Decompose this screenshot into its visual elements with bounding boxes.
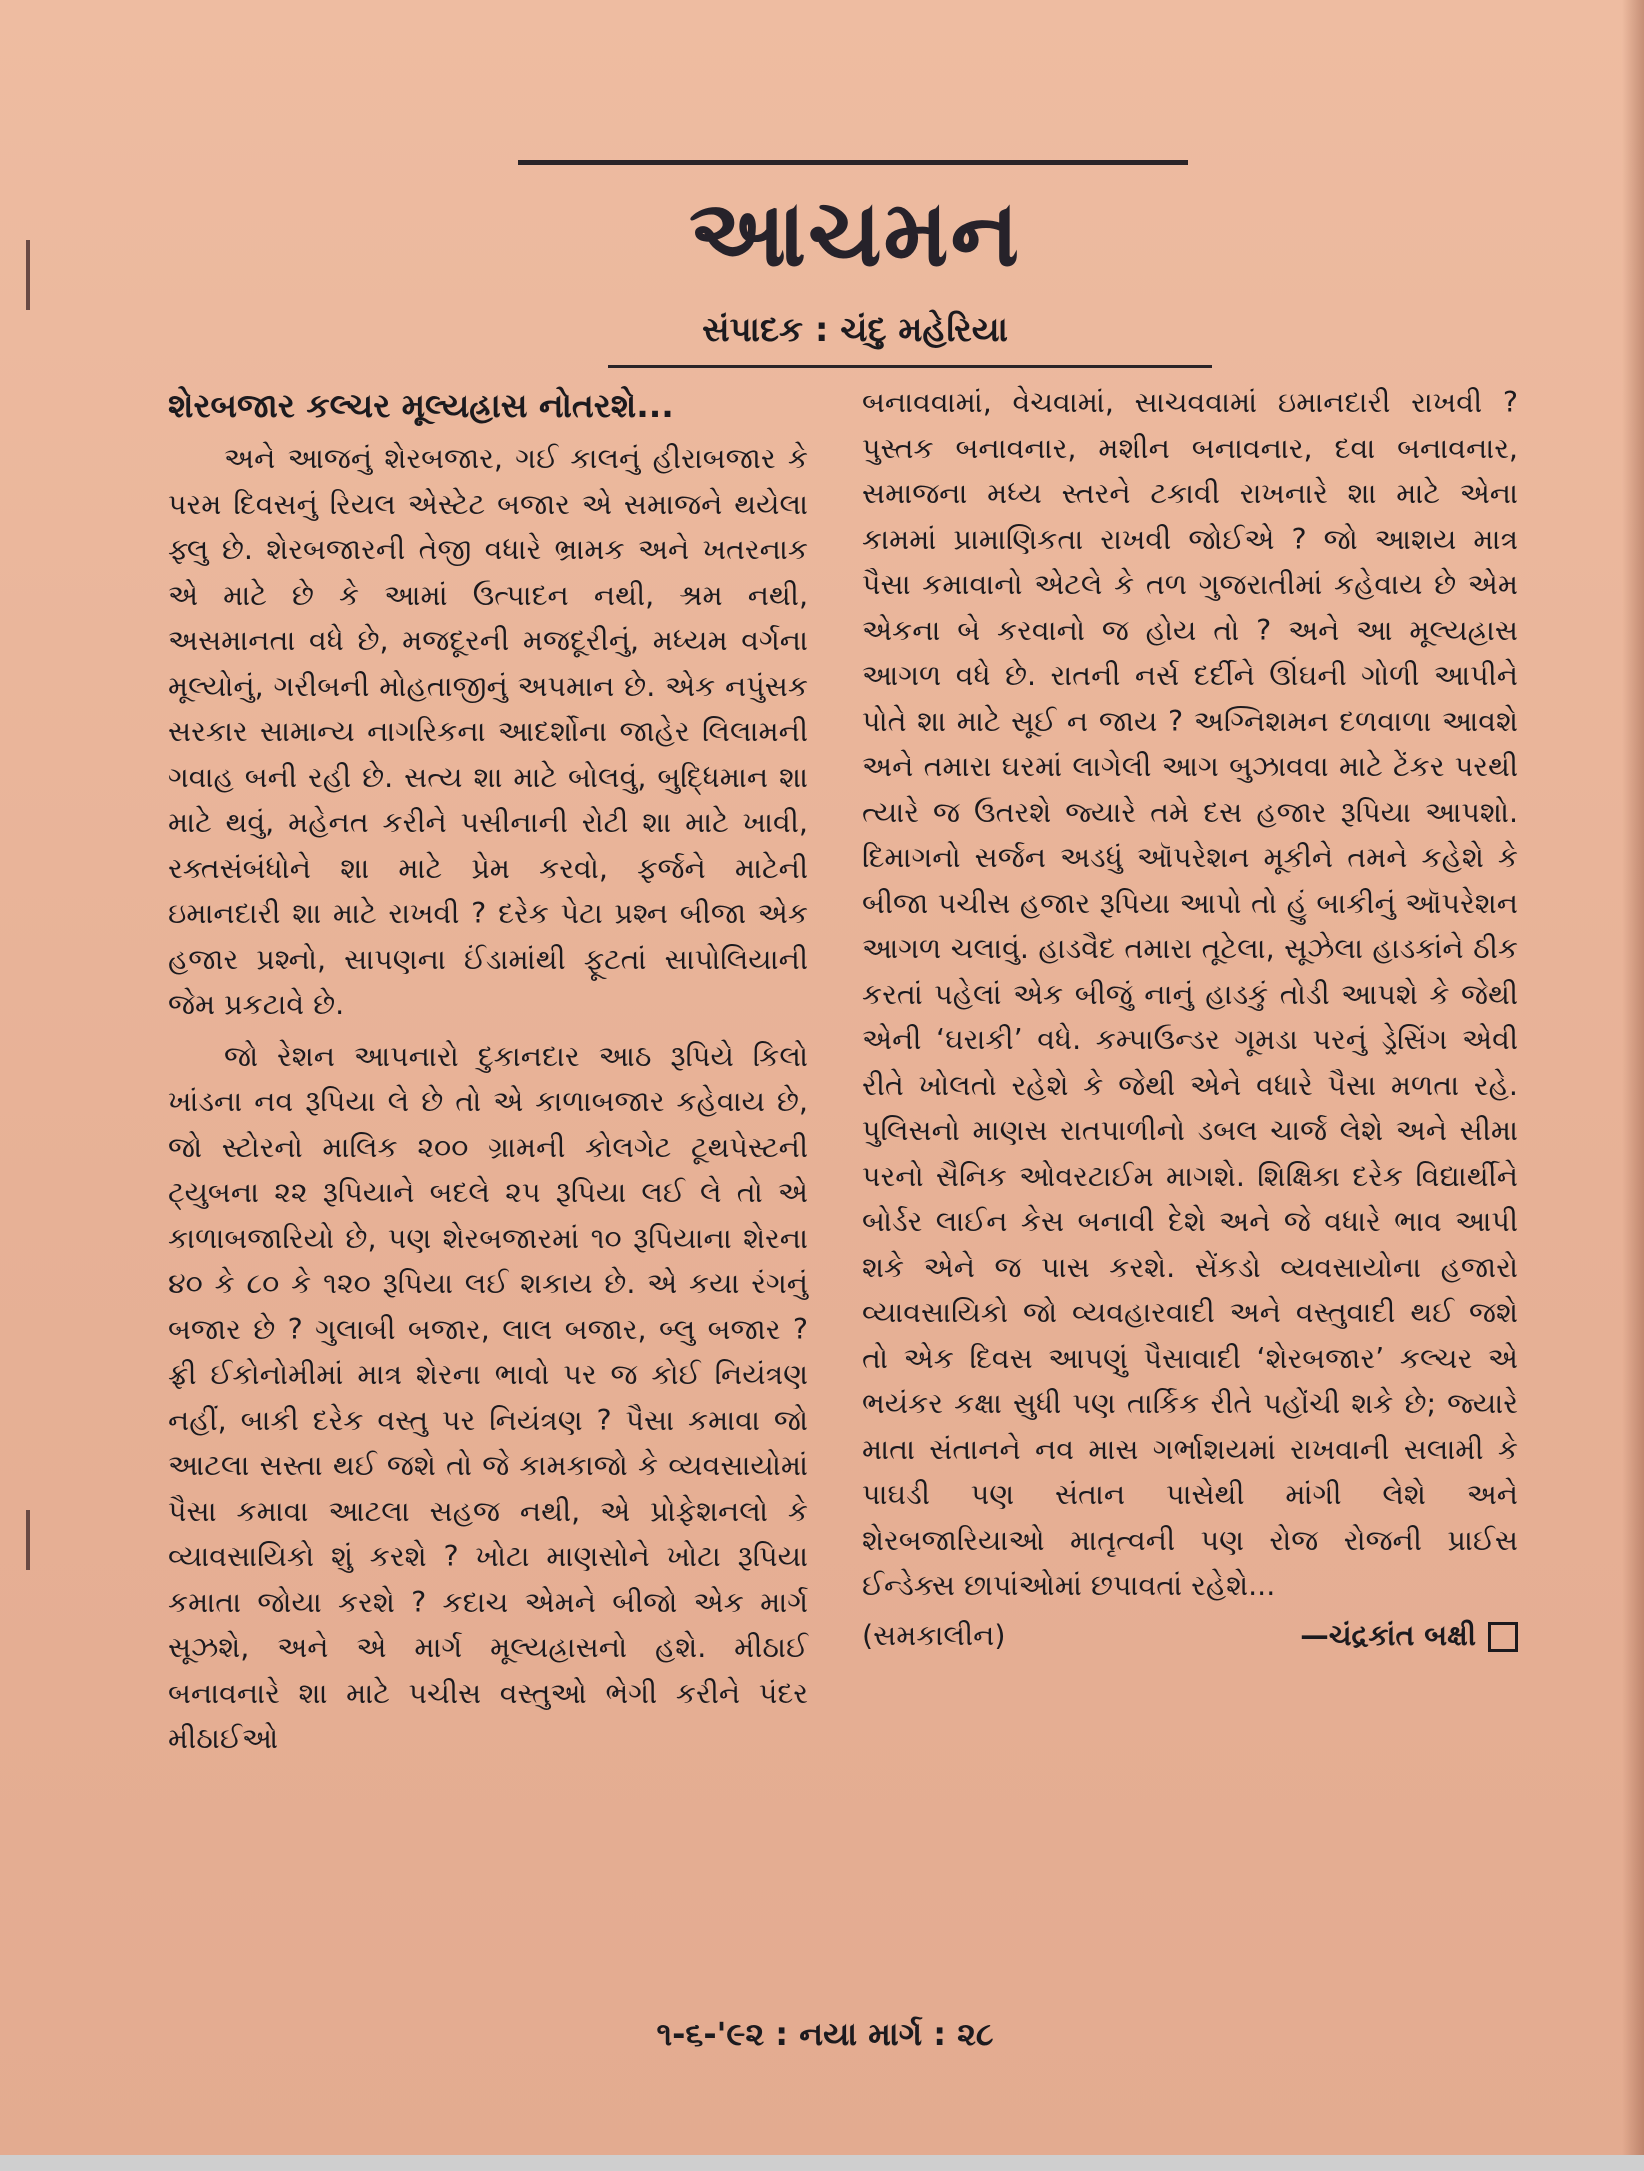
article-paragraph: જો રેશન આપનારો દુકાનદાર આઠ રૂપિયે કિલો ખાંડના નવ રૂપિયા લે છે તો એ કાળાબજાર કહેવાય છે, જો સ્ટોરનો માલિક ૨૦૦ ગ્રામની કોલગેટ ટૂથપેસ્ટની ટ્યુબના ૨૨ રૂપિયાને બદલે ૨૫ રૂપિયા લઈ લે તો એ કાળાબજારિયો છે, પણ શેરબજારમાં ૧૦ રૂપિયાના શેરના ૪૦ કે ૮૦ કે ૧૨૦ રૂપિયા લઈ શકાય છે. એ કયા રંગનું બજાર છે ? ગુલાબી બજાર, લાલ બજાર, બ્લુ બજાર ? ફ્રી ઈકોનોમીમાં માત્ર શેરના ભાવો પર જ કોઈ નિયંત્રણ નહીં, બાકી દરેક વસ્તુ પર નિયંત્રણ ? પૈસા કમાવા જો આટલા સસ્તા થઈ જશે તો જે કામકાજો કે વ્યવસાયોમાં પૈસા કમાવા આટલા સહજ નથી, એ પ્રોફેશનલો કે વ્યાવસાયિકો શું કરશે ? ખોટા માણસોને ખોટા રૂપિયા કમાતા જોયા કરશે ? કદાચ એમને બીજો એક માર્ગ સૂઝશે, અને એ માર્ગ મૂલ્યહ્રાસનો હશે. મીઠાઈ બનાવનારે શા માટે પચીસ વસ્તુઓ ભેગી કરીને પંદર મીઠાઈઓ	[168, 1039, 808, 1755]
article-paragraph: અને આજનું શેરબજાર, ગઈ કાલનું હીરાબજાર કે પરમ દિવસનું રિયલ એસ્ટેટ બજાર એ સમાજને થયેલા ફ્લુ છે. શેરબજારની તેજી વધારે ભ્રામક અને ખતરનાક એ માટે છે કે આમાં ઉત્પાદન નથી, શ્રમ નથી, અસમાનતા વધે છે, મજદૂરની મજદૂરીનું, મધ્યમ વર્ગના મૂલ્યોનું, ગરીબની મોહતાજીનું અપમાન છે. એક નપુંસક સરકાર સામાન્ય નાગરિકના આદર્શોના જાહેર લિલામની ગવાહ બની રહી છે. સત્ય શા માટે બોલવું, બુદ્ધિમાન શા માટે થવું, મહેનત કરીને પસીનાની રોટી શા માટે ખાવી, રક્તસંબંધોને શા માટે પ્રેમ કરવો, ફર્જને માટેની ઇમાનદારી શા માટે રાખવી ? દરેક પેટા પ્રશ્ન બીજા એક હજાર પ્રશ્નો, સાપણના ઈંડામાંથી ફૂટતાં સાપોલિયાની જેમ પ્રકટાવે છે.	[168, 442, 808, 1021]
signature-row	[862, 1613, 1518, 1659]
editor-underline	[608, 365, 1212, 368]
editor-credit: સંપાદક : ચંદુ મહેરિયા	[702, 310, 1008, 350]
page-footer: ૧-૬-'૯૨ : નયા માર્ગ : ૨૮	[656, 2015, 994, 2053]
article-heading: શેરબજાર કલ્ચર મૂલ્યહ્રાસ નોતરશે...	[168, 386, 674, 425]
column-title: આચમન	[688, 180, 1022, 287]
title-top-rule	[518, 160, 1188, 165]
source-credit: (સમકાલીન)	[862, 1618, 1006, 1652]
right-column	[862, 380, 1518, 1658]
author-block	[1300, 1613, 1518, 1659]
binding-mark	[26, 240, 30, 310]
end-mark-box-icon	[1488, 1622, 1518, 1652]
page-edge-shadow	[1622, 0, 1644, 2171]
scan-bottom-border	[0, 2155, 1644, 2171]
left-column	[168, 380, 808, 1762]
article-paragraph: બનાવવામાં, વેચવામાં, સાચવવામાં ઇમાનદારી રાખવી ? પુસ્તક બનાવનાર, મશીન બનાવનાર, દવા બનાવનાર, સમાજના મધ્ય સ્તરને ટકાવી રાખનારે શા માટે એના કામમાં પ્રામાણિકતા રાખવી જોઈએ ? જો આશય માત્ર પૈસા કમાવાનો એટલે કે તળ ગુજરાતીમાં કહેવાય છે એમ એકના બે કરવાનો જ હોય તો ? અને આ મૂલ્યહ્રાસ આગળ વધે છે. રાતની નર્સ દર્દીને ઊંઘની ગોળી આપીને પોતે શા માટે સૂઈ ન જાય ? અગ્નિશમન દળવાળા આવશે અને તમારા ઘરમાં લાગેલી આગ બુઝાવવા માટે ટેંકર પરથી ત્યારે જ ઉતરશે જ્યારે તમે દસ હજાર રૂપિયા આપશો. દિમાગનો સર્જન અડધું ઑપરેશન મૂકીને તમને કહેશે કે બીજા પચીસ હજાર રૂપિયા આપો તો હું બાકીનું ઑપરેશન આગળ ચલાવું. હાડવૈદ તમારા તૂટેલા, સૂઝેલા હાડકાંને ઠીક કરતાં પહેલાં એક બીજું નાનું હાડકું તોડી આપશે કે જેથી એની ‘ઘરાકી’ વધે. કમ્પાઉન્ડર ગૂમડા પરનું ડ્રેસિંગ એવી રીતે ખોલતો રહેશે કે જેથી એને વધારે પૈસા મળતા રહે. પુલિસનો માણસ રાતપાળીનો ડબલ ચાર્જ લેશે અને સીમા પરનો સૈનિક ઓવરટાઈમ માગશે. શિક્ષિકા દરેક વિદ્યાર્થીને બોર્ડર લાઈન કેસ બનાવી દેશે અને જે વધારે ભાવ આપી શકે એને જ પાસ કરશે. સેંકડો વ્યવસાયોના હજારો વ્યાવસાયિકો જો વ્યવહારવાદી અને વસ્તુવાદી થઈ જશે તો એક દિવસ આપણું પૈસાવાદી ‘શેરબજાર’ કલ્ચર એ ભયંકર કક્ષા સુધી પણ તાર્કિક રીતે પહોંચી શકે છે; જ્યારે માતા સંતાનને નવ માસ ગર્ભાશયમાં રાખવાની સલામી કે પાઘડી પણ સંતાન પાસેથી માંગી લેશે અને શેરબજારિયાઓ માતૃત્વની પણ રોજ રોજની પ્રાઈસ ઈન્ડેક્સ છાપાંઓમાં છપાવતાં રહેશે...	[862, 386, 1518, 1602]
author-name: —ચંદ્રકાંત બક્ષી	[1300, 1618, 1476, 1652]
binding-mark	[26, 1510, 30, 1570]
